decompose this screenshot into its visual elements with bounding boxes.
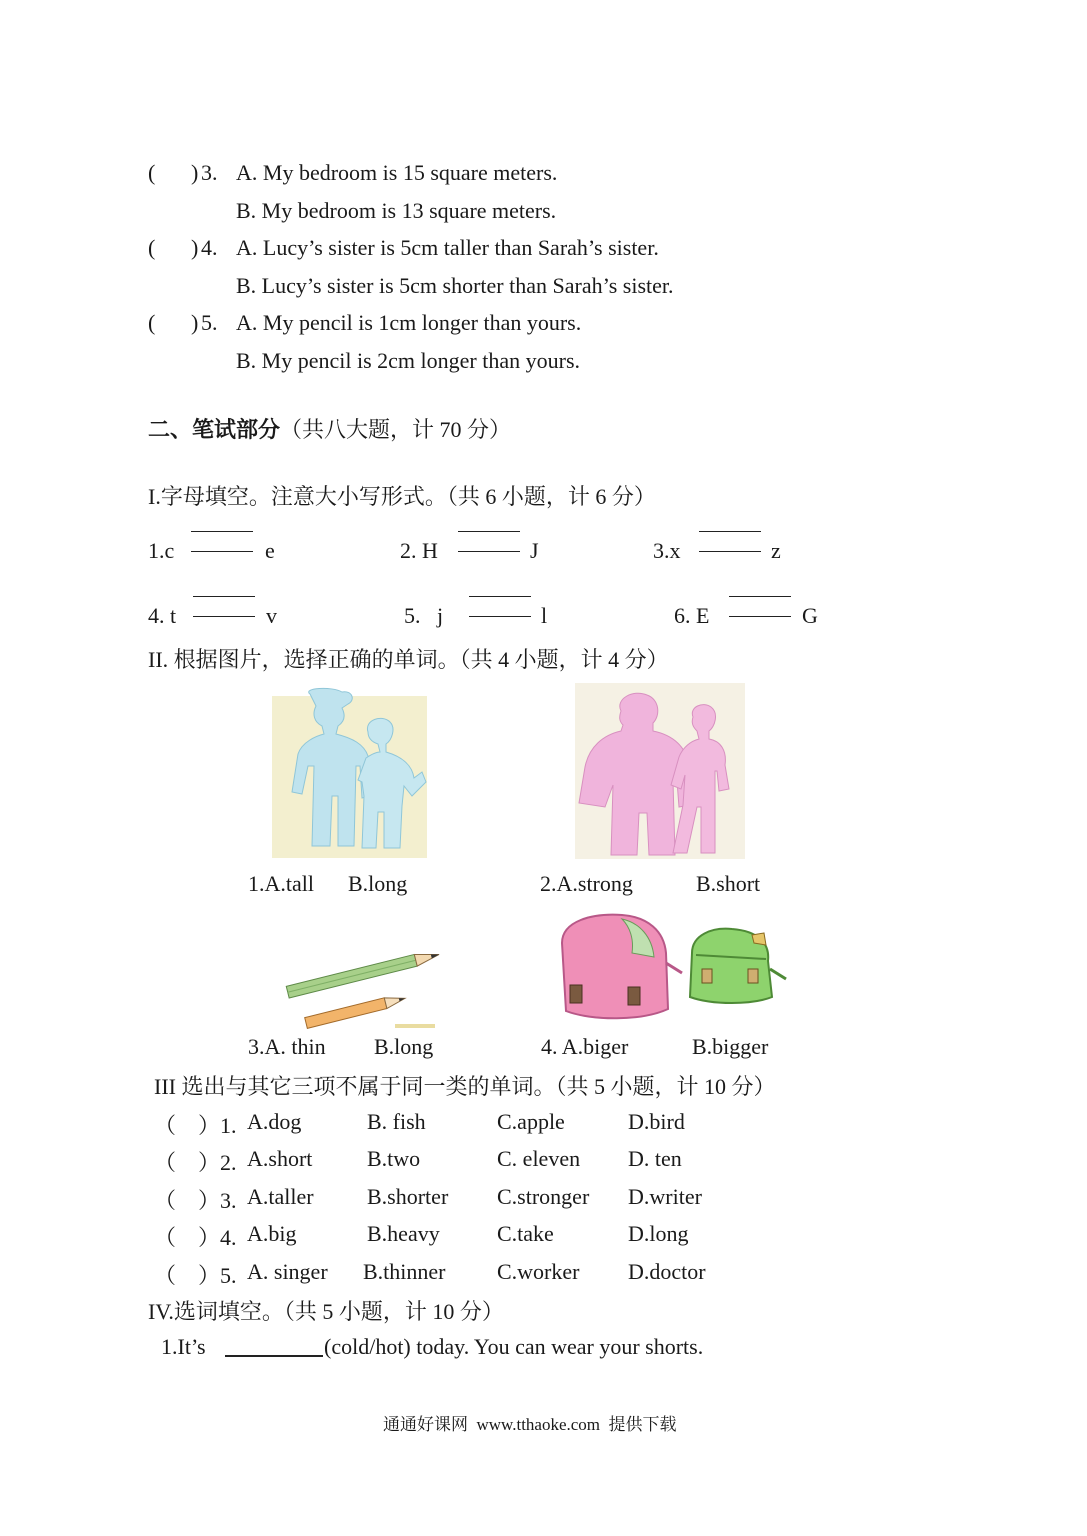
written-heading-rest: （共八大题，计 70 分） xyxy=(280,417,512,442)
section-4-title: IV.选词填空。（共 5 小题，计 10 分） xyxy=(148,1299,504,1324)
option-b: B.heavy xyxy=(367,1221,440,1246)
answer-blank[interactable] xyxy=(469,596,531,597)
dash-line xyxy=(729,616,791,617)
option-a: A.short xyxy=(247,1146,313,1171)
letter-left: 3.x xyxy=(653,538,681,563)
answer-blank[interactable] xyxy=(458,531,520,532)
option-b: B.thinner xyxy=(363,1259,446,1284)
letter-right: e xyxy=(265,538,275,563)
item-number: 4. xyxy=(201,235,218,260)
written-section-heading xyxy=(148,413,511,444)
option-b: B.two xyxy=(367,1146,421,1171)
letter-right: G xyxy=(802,603,818,628)
section-3-title: III 选出与其它三项不属于同一类的单词。（共 5 小题，计 10 分） xyxy=(154,1074,776,1099)
question-prefix: 1.It’s xyxy=(161,1334,206,1359)
pencils-image xyxy=(280,938,445,1030)
answer-blank[interactable] xyxy=(225,1355,323,1357)
strong-thin-people-image xyxy=(575,677,745,859)
option-b: B. fish xyxy=(367,1109,426,1134)
option-c: C. eleven xyxy=(497,1146,581,1171)
dash-line xyxy=(469,616,531,617)
answer-blank[interactable] xyxy=(191,531,253,532)
option-c: C.apple xyxy=(497,1109,565,1134)
section-2-title: II. 根据图片，选择正确的单词。（共 4 小题，计 4 分） xyxy=(148,647,669,672)
option-a: A. Lucy’s sister is 5cm taller than Sarah’s sister. xyxy=(236,235,659,260)
letter-left: 2. H xyxy=(400,538,438,563)
item-number: 3. xyxy=(201,160,218,185)
bags-image xyxy=(552,913,792,1025)
row-number: （ ）1. xyxy=(154,1113,237,1138)
caption-1-option-b: B.long xyxy=(348,871,408,896)
letter-right: v xyxy=(266,603,277,628)
answer-paren-close: ) xyxy=(191,310,199,335)
option-c: C.stronger xyxy=(497,1184,590,1209)
option-b: B. My pencil is 2cm longer than yours. xyxy=(236,348,581,373)
option-d: D.long xyxy=(628,1221,689,1246)
big-pink-bag xyxy=(562,915,682,1019)
dash-line xyxy=(458,551,520,552)
option-b: B.shorter xyxy=(367,1184,449,1209)
row-number: （ ）2. xyxy=(154,1150,237,1175)
letter-left: 4. t xyxy=(148,603,177,628)
caption-2-option-a: 2.A.strong xyxy=(540,871,633,896)
option-c: C.take xyxy=(497,1221,554,1246)
option-a: A. My bedroom is 15 square meters. xyxy=(236,160,558,185)
option-d: D.writer xyxy=(628,1184,702,1209)
answer-paren-open: ( xyxy=(148,235,156,260)
option-a: A. singer xyxy=(247,1259,328,1284)
answer-blank[interactable] xyxy=(729,596,791,597)
answer-paren-open: ( xyxy=(148,160,156,185)
row-number: （ ）5. xyxy=(154,1263,237,1288)
option-d: D.bird xyxy=(628,1109,685,1134)
letter-right: z xyxy=(771,538,781,563)
answer-paren-close: ) xyxy=(191,160,199,185)
image-edge xyxy=(395,1024,435,1028)
option-a: A.big xyxy=(247,1221,297,1246)
option-d: D. ten xyxy=(628,1146,682,1171)
footer-credit: 通通好课网 www.tthaoke.com 提供下载 xyxy=(383,1415,677,1434)
option-a: A.taller xyxy=(247,1184,314,1209)
item-number: 5. xyxy=(201,310,218,335)
answer-blank[interactable] xyxy=(193,596,255,597)
caption-4-option-a: 4. A.biger xyxy=(541,1034,629,1059)
letter-left: 5. j xyxy=(404,603,444,628)
section-1-title: I.字母填空。注意大小写形式。（共 6 小题，计 6 分） xyxy=(148,484,656,509)
answer-blank[interactable] xyxy=(699,531,761,532)
row-number: （ ）4. xyxy=(154,1225,237,1250)
caption-3-option-a: 3.A. thin xyxy=(248,1034,326,1059)
written-heading-bold: 二、笔试部分 xyxy=(148,417,281,442)
dash-line xyxy=(191,551,253,552)
caption-3-option-b: B.long xyxy=(374,1034,434,1059)
option-b: B. My bedroom is 13 square meters. xyxy=(236,198,557,223)
option-a: A. My pencil is 1cm longer than yours. xyxy=(236,310,582,335)
letter-right: l xyxy=(541,603,548,628)
letter-left: 1.c xyxy=(148,538,175,563)
question-suffix: (cold/hot) today. You can wear your shorts. xyxy=(324,1334,704,1359)
small-green-bag xyxy=(690,929,786,1003)
option-d: D.doctor xyxy=(628,1259,706,1284)
letter-left: 6. E xyxy=(674,603,710,628)
long-green-pencil xyxy=(286,949,440,998)
tall-short-people-image xyxy=(272,686,427,858)
caption-2-option-b: B.short xyxy=(696,871,761,896)
short-orange-pencil xyxy=(305,993,407,1028)
caption-1-option-a: 1.A.tall xyxy=(248,871,314,896)
dash-line xyxy=(193,616,255,617)
option-c: C.worker xyxy=(497,1259,580,1284)
answer-paren-open: ( xyxy=(148,310,156,335)
dash-line xyxy=(699,551,761,552)
letter-right: J xyxy=(530,538,539,563)
option-b: B. Lucy’s sister is 5cm shorter than Sarah’s sister. xyxy=(236,273,674,298)
answer-paren-close: ) xyxy=(191,235,199,260)
option-a: A.dog xyxy=(247,1109,302,1134)
caption-4-option-b: B.bigger xyxy=(692,1034,769,1059)
row-number: （ ）3. xyxy=(154,1188,237,1213)
